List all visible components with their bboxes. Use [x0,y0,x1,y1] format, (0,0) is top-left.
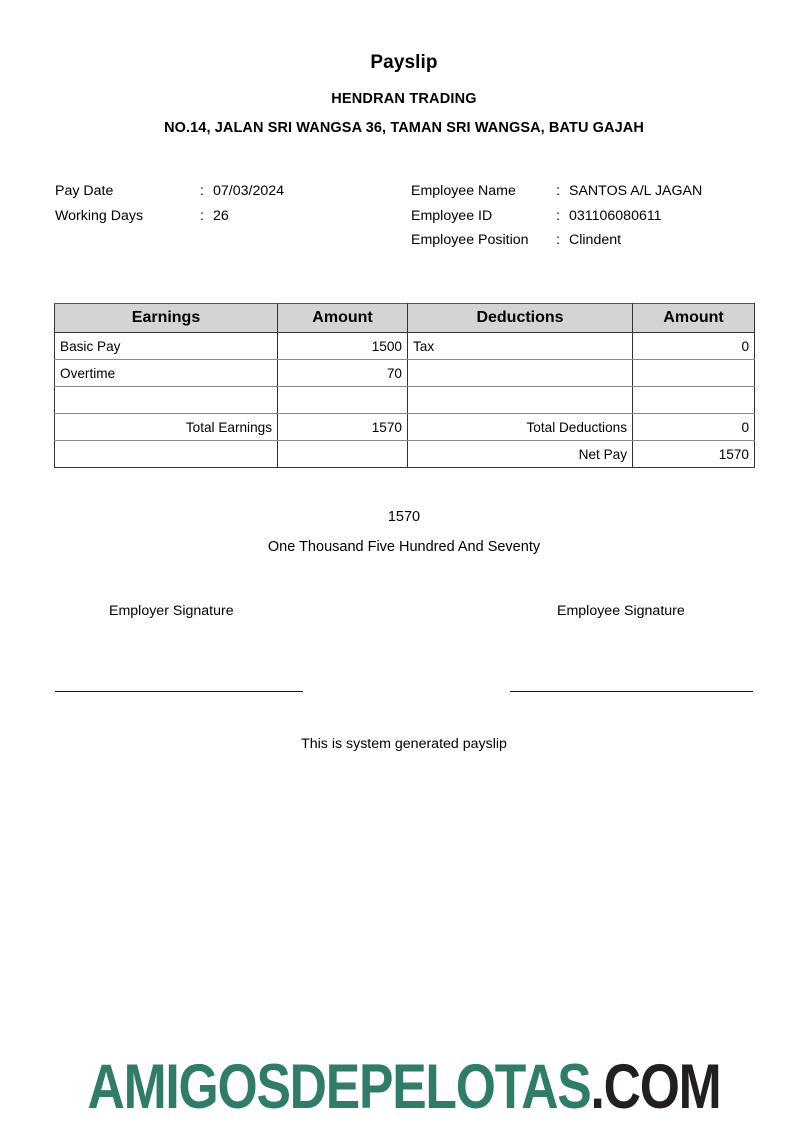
net-amount-words: One Thousand Five Hundred And Seventy [267,539,541,555]
earning-label: Basic Pay [55,333,278,360]
deduction-label [408,360,633,387]
employee-info-column [411,183,702,257]
watermark-site-name: AMIGOSDEPELOTAS [87,1052,591,1122]
employee-position-value: Clindent [569,232,622,248]
table-row [55,387,755,414]
employee-signature-label: Employee Signature [557,603,685,619]
earning-amount: 1500 [278,333,408,360]
footer-note: This is system generated payslip [301,736,507,752]
employee-signature-line [510,691,753,692]
net-pay-spacer-cell-1 [55,441,278,468]
total-earnings-amount: 1570 [278,414,408,441]
separator-colon: : [200,207,204,224]
pay-date-value: 07/03/2024 [213,183,285,199]
earning-label: Overtime [55,360,278,387]
pay-details-column [55,183,284,232]
net-pay-summary [0,509,808,555]
employee-name-label: Employee Name [411,183,516,199]
pay-date-label: Pay Date [55,183,114,199]
total-deductions-label: Total Deductions [408,414,633,441]
earning-amount: 70 [278,360,408,387]
deduction-amount [633,360,755,387]
separator-colon: : [200,183,204,199]
employee-details [0,183,808,263]
earning-label [55,387,278,414]
net-pay-row [55,441,755,468]
working-days-row [55,208,284,233]
table-header-row [55,304,755,333]
column-header-deductions-amount: Amount [633,304,755,333]
employer-signature-label: Employer Signature [109,603,234,619]
net-amount-figure: 1570 [387,509,421,525]
watermark-tld: .COM [590,1052,721,1122]
employee-id-value: 031106080611 [569,207,662,224]
total-earnings-label: Total Earnings [55,414,278,441]
column-header-earnings: Earnings [55,304,278,333]
company-address: NO.14, JALAN SRI WANGSA 36, TAMAN SRI WANGSA, BATU GAJAH [164,120,644,136]
employee-id-row [411,208,702,233]
company-name: HENDRAN TRADING [331,91,477,107]
page-title: Payslip [370,52,438,73]
employee-position-label: Employee Position [411,232,529,248]
net-pay-label: Net Pay [408,441,633,468]
deduction-amount [633,387,755,414]
separator-colon: : [556,183,560,199]
employee-name-value: SANTOS A/L JAGAN [569,183,703,199]
earnings-deductions-table [54,303,755,468]
net-pay-spacer-cell-2 [278,441,408,468]
signature-section [0,603,808,723]
table-row [55,360,755,387]
net-pay-amount: 1570 [633,441,755,468]
column-header-earnings-amount: Amount [278,304,408,333]
employer-signature-line [55,691,303,692]
working-days-label: Working Days [55,207,144,224]
document-header [0,52,808,136]
deduction-label: Tax [408,333,633,360]
totals-row [55,414,755,441]
table-row [55,333,755,360]
deduction-amount: 0 [633,333,755,360]
employee-position-row [411,232,702,257]
pay-date-row [55,183,284,208]
employee-name-row [411,183,702,208]
employee-id-label: Employee ID [411,207,493,224]
watermark-logo [73,1052,736,1122]
working-days-value: 26 [213,207,229,224]
total-deductions-amount: 0 [633,414,755,441]
separator-colon: : [556,207,560,224]
column-header-deductions: Deductions [408,304,633,333]
separator-colon: : [556,232,560,248]
earning-amount [278,387,408,414]
deduction-label [408,387,633,414]
